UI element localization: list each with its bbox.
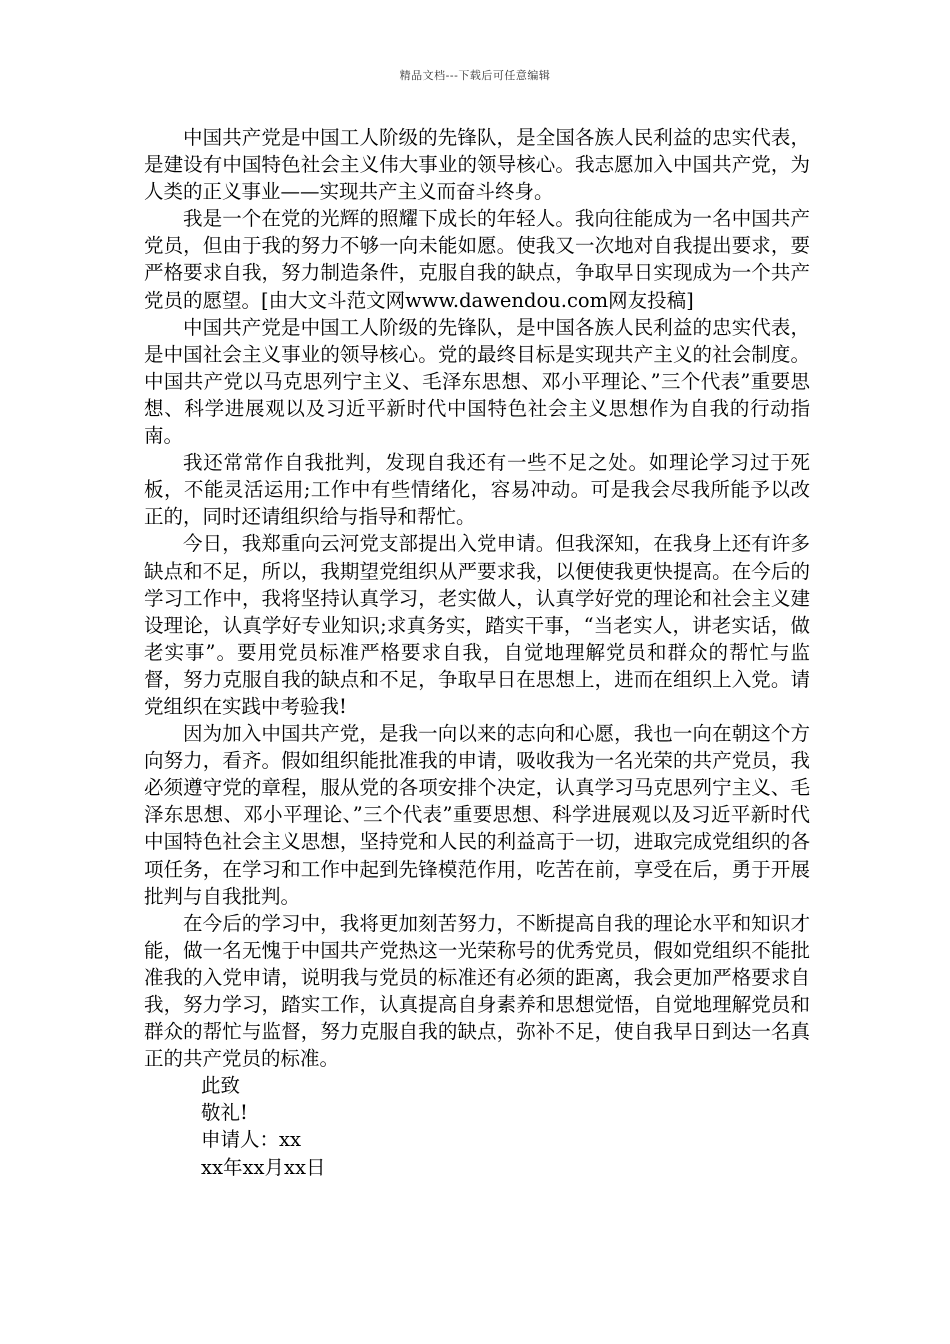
salutation: 此致: [201, 1074, 241, 1098]
paragraph-7: 在今后的学习中，我将更加刻苦努力，不断提高自我的理论水平和知识才能，做一名无愧于中国共产党热这一光荣称号的优秀党员，假如党组织不能批准我的入党申请，说明我与党员的标准还有必须的距离，我会更加严格要求自我，努力学习，踏实工作，认真提高自身素养和思想觉悟，自觉地理解党员和群众的帮忙与监督，努力克服自我的缺点，弥补不足，使自我早日到达一名真正的共产党员的标准。: [144, 911, 810, 1071]
document-body: [144, 124, 810, 1181]
applicant-line: 申请人：xx: [201, 1128, 301, 1152]
paragraph-6: 因为加入中国共产党，是我一向以来的志向和心愿，我也一向在朝这个方向努力，看齐。假如组织能批准我的申请，吸收我为一名光荣的共产党员，我必须遵守党的章程，服从党的各项安排个决定，认真学习马克思列宁主义、毛泽东思想、邓小平理论、”三个代表”重要思想、科学进展观以及习近平新时代中国特色社会主义思想，坚持党和人民的利益高于一切，进取完成党组织的各项任务，在学习和工作中起到先锋模范作用，吃苦在前，享受在后，勇于开展批判与自我批判。: [144, 722, 810, 908]
paragraph-2: 我是一个在党的光辉的照耀下成长的年轻人。我向往能成为一名中国共产党员，但由于我的努力不够一向未能如愿。使我又一次地对自我提出要求，要严格要求自我，努力制造条件，克服自我的缺点，争取早日实现成为一个共产党员的愿望。[由大文斗范文网www.dawendou.com网友投稿]: [144, 207, 810, 312]
paragraph-3: 中国共产党是中国工人阶级的先锋队，是中国各族人民利益的忠实代表，是中国社会主义事业的领导核心。党的最终目标是实现共产主义的社会制度。中国共产党以马克思列宁主义、毛泽东思想、邓小平理论、”三个代表”重要思想、科学进展观以及习近平新时代中国特色社会主义思想作为自我的行动指南。: [144, 315, 810, 448]
paragraph-1: 中国共产党是中国工人阶级的先锋队，是全国各族人民利益的忠实代表，是建设有中国特色社会主义伟大事业的领导核心。我志愿加入中国共产党，为人类的正义事业——实现共产主义而奋斗终身。: [144, 126, 810, 204]
regards: 敬礼!: [201, 1101, 248, 1125]
date-line: xx年xx月xx日: [201, 1155, 326, 1179]
paragraph-5: 今日，我郑重向云河党支部提出入党申请。但我深知，在我身上还有许多缺点和不足，所以，我期望党组织从严要求我，以便使我更快提高。在今后的学习工作中，我将坚持认真学习，老实做人，认真学好党的理论和社会主义建设理论，认真学好专业知识;求真务实，踏实干事，“当老实人，讲老实话，做老实事”。要用党员标准严格要求自我，自觉地理解党员和群众的帮忙与监督，努力克服自我的缺点和不足，争取早日在思想上，进而在组织上入党。请党组织在实践中考验我!: [144, 532, 810, 718]
document-header: 精品文档---下载后可任意编辑: [399, 69, 551, 82]
paragraph-4: 我还常常作自我批判，发现自我还有一些不足之处。如理论学习过于死板，不能灵活运用;工作中有些情绪化，容易冲动。可是我会尽我所能予以改正的，同时还请组织给与指导和帮忙。: [144, 451, 810, 529]
